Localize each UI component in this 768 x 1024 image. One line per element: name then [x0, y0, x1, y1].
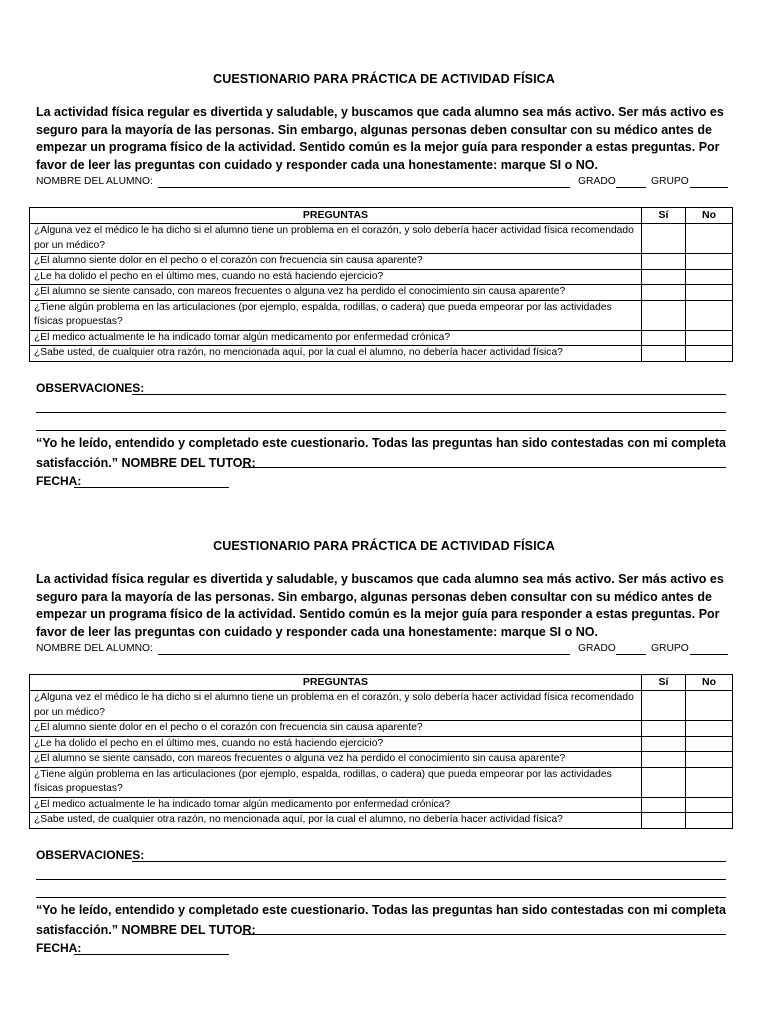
answer-no-cell[interactable]: [686, 285, 733, 301]
header-no: No: [686, 208, 733, 224]
answer-yes-cell[interactable]: [642, 736, 686, 752]
answer-no-cell[interactable]: [686, 224, 733, 254]
answer-yes-cell[interactable]: [642, 767, 686, 797]
table-row: [30, 813, 733, 829]
answer-no-cell[interactable]: [686, 752, 733, 768]
grade-label: GRADO: [578, 176, 616, 187]
answer-yes-cell[interactable]: [642, 300, 686, 330]
student-name-field[interactable]: [158, 654, 570, 655]
question-text: ¿Sabe usted, de cualquier otra razón, no mencionada aquí, por la cual el alumno, no debería hacer actividad física?: [30, 346, 642, 362]
date-label: FECHA:: [36, 474, 82, 488]
question-text: ¿El alumno siente dolor en el pecho o el corazón con frecuencia sin causa aparente?: [30, 721, 642, 737]
answer-yes-cell[interactable]: [642, 224, 686, 254]
answer-no-cell[interactable]: [686, 813, 733, 829]
answer-yes-cell[interactable]: [642, 691, 686, 721]
group-label: GRUPO: [651, 643, 689, 654]
tutor-name-field[interactable]: [242, 934, 726, 935]
question-text: ¿El medico actualmente le ha indicado tomar algún medicamento por enfermedad crónica?: [30, 797, 642, 813]
answer-yes-cell[interactable]: [642, 346, 686, 362]
table-row: [30, 346, 733, 362]
answer-yes-cell[interactable]: [642, 285, 686, 301]
table-header: [30, 675, 733, 691]
table-header: [30, 208, 733, 224]
answer-yes-cell[interactable]: [642, 752, 686, 768]
table-row: [30, 721, 733, 737]
student-name-label: NOMBRE DEL ALUMNO:: [36, 176, 153, 187]
question-text: ¿Sabe usted, de cualquier otra razón, no mencionada aquí, por la cual el alumno, no debería hacer actividad física?: [30, 813, 642, 829]
header-no: No: [686, 675, 733, 691]
grade-field[interactable]: [616, 654, 646, 655]
table-row: [30, 300, 733, 330]
answer-no-cell[interactable]: [686, 767, 733, 797]
table-row: [30, 736, 733, 752]
question-text: ¿Le ha dolido el pecho en el último mes, cuando no está haciendo ejercicio?: [30, 269, 642, 285]
observations-field[interactable]: [132, 394, 726, 395]
form-title: CUESTIONARIO PARA PRÁCTICA DE ACTIVIDAD FÍSICA: [213, 72, 555, 86]
observations-section: [36, 848, 726, 862]
date-field[interactable]: [74, 487, 229, 488]
table-row: [30, 254, 733, 270]
observations-field-line[interactable]: [36, 412, 726, 413]
answer-yes-cell[interactable]: [642, 797, 686, 813]
answer-yes-cell[interactable]: [642, 269, 686, 285]
question-text: ¿Alguna vez el médico le ha dicho si el alumno tiene un problema en el corazón, y solo debería hacer actividad física recomendado por un médico?: [30, 691, 642, 721]
group-field[interactable]: [690, 654, 728, 655]
table-row: [30, 767, 733, 797]
intro-paragraph: La actividad física regular es divertida y saludable, y buscamos que cada alumno sea más activo. Ser más activo es seguro para la mayoría de las personas. Sin embargo, algunas personas deben consultar con su médico antes de empezar un programa físico de la actividad. Sentido común es la mejor guía para responder a estas preguntas. Por favor de leer las preguntas con cuidado y responder cada una honestamente: marque SI o NO.: [36, 572, 724, 639]
question-text: ¿Tiene algún problema en las articulaciones (por ejemplo, espalda, rodillas, o cadera) que pueda empeorar por las actividades físicas propuestas?: [30, 767, 642, 797]
answer-no-cell[interactable]: [686, 346, 733, 362]
declaration-text: [36, 900, 726, 940]
declaration-text: [36, 433, 726, 473]
observations-field[interactable]: [132, 861, 726, 862]
header-questions: PREGUNTAS: [30, 208, 642, 224]
grade-field[interactable]: [616, 187, 646, 188]
answer-no-cell[interactable]: [686, 691, 733, 721]
answer-no-cell[interactable]: [686, 721, 733, 737]
student-name-label: NOMBRE DEL ALUMNO:: [36, 643, 153, 654]
question-text: ¿El alumno siente dolor en el pecho o el corazón con frecuencia sin causa aparente?: [30, 254, 642, 270]
answer-no-cell[interactable]: [686, 736, 733, 752]
answer-yes-cell[interactable]: [642, 330, 686, 346]
grade-label: GRADO: [578, 643, 616, 654]
group-field[interactable]: [690, 187, 728, 188]
questions-table: [29, 207, 733, 362]
question-text: ¿El medico actualmente le ha indicado tomar algún medicamento por enfermedad crónica?: [30, 330, 642, 346]
answer-yes-cell[interactable]: [642, 254, 686, 270]
question-text: ¿Tiene algún problema en las articulaciones (por ejemplo, espalda, rodillas, o cadera) que pueda empeorar por las actividades físicas propuestas?: [30, 300, 642, 330]
answer-no-cell[interactable]: [686, 254, 733, 270]
answer-yes-cell[interactable]: [642, 813, 686, 829]
table-row: [30, 224, 733, 254]
table-row: [30, 797, 733, 813]
answer-no-cell[interactable]: [686, 797, 733, 813]
header-questions: PREGUNTAS: [30, 675, 642, 691]
answer-no-cell[interactable]: [686, 330, 733, 346]
declaration-statement: “Yo he leído, entendido y completado este cuestionario. Todas las preguntas han sido contestadas con mi completa satisfacción.” NOMBRE DEL TUTOR:: [36, 903, 726, 937]
date-section: [36, 474, 81, 488]
question-text: ¿El alumno se siente cansado, con mareos frecuentes o alguna vez ha perdido el conocimiento sin causa aparente?: [30, 285, 642, 301]
tutor-name-field[interactable]: [242, 467, 726, 468]
header-yes: Sí: [642, 208, 686, 224]
header-yes: Sí: [642, 675, 686, 691]
table-row: [30, 691, 733, 721]
date-field[interactable]: [74, 954, 229, 955]
answer-yes-cell[interactable]: [642, 721, 686, 737]
question-text: ¿El alumno se siente cansado, con mareos frecuentes o alguna vez ha perdido el conocimiento sin causa aparente?: [30, 752, 642, 768]
table-row: [30, 269, 733, 285]
observations-label: OBSERVACIONES:: [36, 848, 145, 862]
student-name-field[interactable]: [158, 187, 570, 188]
date-section: [36, 941, 81, 955]
observations-field-line[interactable]: [36, 430, 726, 431]
group-label: GRUPO: [651, 176, 689, 187]
answer-no-cell[interactable]: [686, 300, 733, 330]
observations-field-line[interactable]: [36, 897, 726, 898]
observations-field-line[interactable]: [36, 879, 726, 880]
table-row: [30, 285, 733, 301]
question-text: ¿Le ha dolido el pecho en el último mes, cuando no está haciendo ejercicio?: [30, 736, 642, 752]
observations-label: OBSERVACIONES:: [36, 381, 145, 395]
question-text: ¿Alguna vez el médico le ha dicho si el alumno tiene un problema en el corazón, y solo debería hacer actividad física recomendado por un médico?: [30, 224, 642, 254]
answer-no-cell[interactable]: [686, 269, 733, 285]
observations-section: [36, 381, 726, 395]
date-label: FECHA:: [36, 941, 82, 955]
questions-table: [29, 674, 733, 829]
table-row: [30, 752, 733, 768]
table-row: [30, 330, 733, 346]
intro-paragraph: La actividad física regular es divertida y saludable, y buscamos que cada alumno sea más activo. Ser más activo es seguro para la mayoría de las personas. Sin embargo, algunas personas deben consultar con su médico antes de empezar un programa físico de la actividad. Sentido común es la mejor guía para responder a estas preguntas. Por favor de leer las preguntas con cuidado y responder cada una honestamente: marque SI o NO.: [36, 105, 724, 172]
form-title: CUESTIONARIO PARA PRÁCTICA DE ACTIVIDAD FÍSICA: [213, 539, 555, 553]
declaration-statement: “Yo he leído, entendido y completado este cuestionario. Todas las preguntas han sido contestadas con mi completa satisfacción.” NOMBRE DEL TUTOR:: [36, 436, 726, 470]
